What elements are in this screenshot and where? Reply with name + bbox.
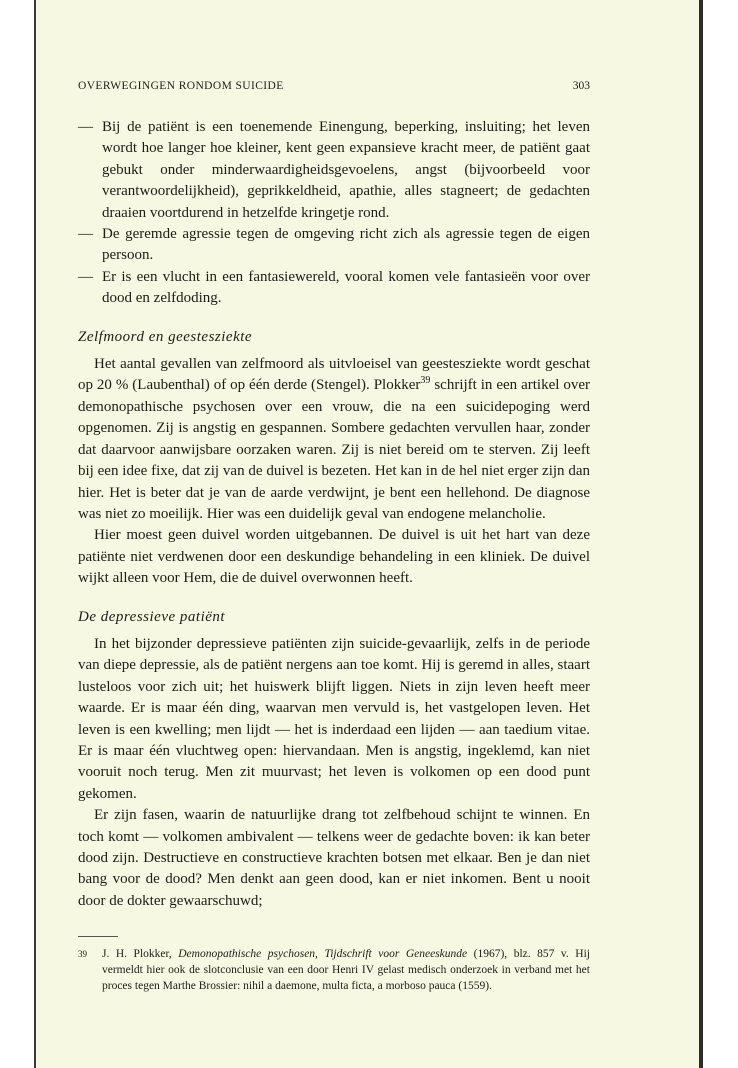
footnote-title: Demonopathische psychosen, Tijdschrift voor Geneeskunde — [178, 948, 468, 961]
book-page — [78, 78, 590, 995]
paragraph: Er zijn fasen, waarin de natuurlijke drang tot zelfbehoud schijnt te winnen. En toch komt — volkomen ambivalent — telkens weer de gedachte boven: ik kan beter dood zijn. Destructieve en constructieve krachten botsen met elkaar. Ben je dan niet bang voor de dood? Men denkt aan geen dood, kan er niet inkomen. Bent u nooit door de dokter gewaarschuwd; — [78, 807, 590, 909]
dash-marker: — — [78, 119, 93, 135]
footnote-text: (1967), blz. 857 v. Hij vermeldt hier ook de slotconclusie van een door Henri IV gelast medisch onderzoek in verband met het proces tegen Marthe Brossier: nihil a daemone, multa ficta, a morboso pauca (1559). — [102, 948, 590, 992]
footnote-divider — [78, 936, 118, 937]
footnote-author: J. H. Plokker, — [102, 948, 179, 961]
section-heading-depressieve: De depressieve patiënt — [78, 608, 226, 625]
footnote-reference: 39 — [420, 375, 431, 387]
page-right-edge — [699, 0, 703, 1068]
page-number: 303 — [572, 80, 590, 92]
paragraph — [78, 354, 590, 525]
page-left-edge — [34, 0, 36, 1068]
section-heading-zelfmoord: Zelfmoord en geestesziekte — [78, 328, 253, 345]
dash-marker: — — [78, 226, 93, 243]
footnote-number: 39 — [78, 949, 87, 960]
running-header — [78, 78, 590, 94]
list-item-text: Er is een vlucht in een fantasiewereld, vooral komen vele fantasieën voor over dood en zelfdoding. — [102, 268, 590, 307]
dash-marker: — — [78, 268, 93, 285]
list-item — [78, 117, 590, 224]
paragraph-text: Het aantal gevallen van zelfmoord als uitvloeisel van geestesziekte wordt geschat op 20 % (Laubenthal) of op één derde (Stengel). Plokker — [78, 356, 590, 394]
paragraph: Hier moest geen duivel worden uitgebannen. De duivel is uit het hart van deze patiënte niet verdwenen door een deskundige behandeling in een kliniek. De duivel wijkt alleen voor Hem, die de duivel overwonnen heeft. — [78, 527, 590, 587]
list-item — [78, 224, 590, 267]
list-item — [78, 267, 590, 310]
list-item-text: Bij de patiënt is een toenemende Einengung, beperking, insluiting; het leven wordt hoe langer hoe kleiner, kent geen expansieve kracht meer, de patiënt gaat gebukt onder minderwaardigheidsgevoelens, angst (bijvoorbeeld voor verantwoordelijkheid), geprikkeldheid, apathie, alles stagneert; de gedachten draaien voortdurend in hetzelfde kringetje rond. — [102, 119, 590, 221]
paragraph-text: schrijft in een artikel over demonopathische psychosen over een vrouw, die na een suicidepoging werd opgenomen. Zij is angstig en gespannen. Sombere gedachten vervullen haar, zonder dat daarvoor aanwijsbare oorzaken waren. Zij is niet bereid om te sterven. Zij leeft bij een idee fixe, dat zij van de duivel is bezeten. Het kan in de hel niet erger zijn dan hier. Het is beter dat je van de aarde verdwijnt, je bent een hellehond. De diagnose was niet zo moeilijk. Hier was een duidelijk geval van endogene melancholie. — [78, 377, 590, 522]
footnote — [78, 947, 590, 994]
paragraph: In het bijzonder depressieve patiënten zijn suicide-gevaarlijk, zelfs in de periode van diepe depressie, als de patiënt nergens aan toe komt. Hij is geremd in alles, staart lusteloos voor zich uit; het huiswerk blijft liggen. Niets in zijn leven heeft meer waarde. Er is maar één ding, waarvan men vervuld is, het vastgelopen leven. Het leven is een kwelling; men lijdt — het is inderdaad een lijden — aan taedium vitae. Er is maar één vluchtweg open: hiervandaan. Men is angstig, ingeklemd, kan niet vooruit noch terug. Men zit muurvast; het leven is volkomen op een dood punt gekomen. — [78, 635, 590, 802]
list-item-text: De geremde agressie tegen de omgeving richt zich als agressie tegen de eigen persoon. — [102, 226, 590, 264]
running-title: OVERWEGINGEN RONDOM SUICIDE — [78, 80, 284, 92]
